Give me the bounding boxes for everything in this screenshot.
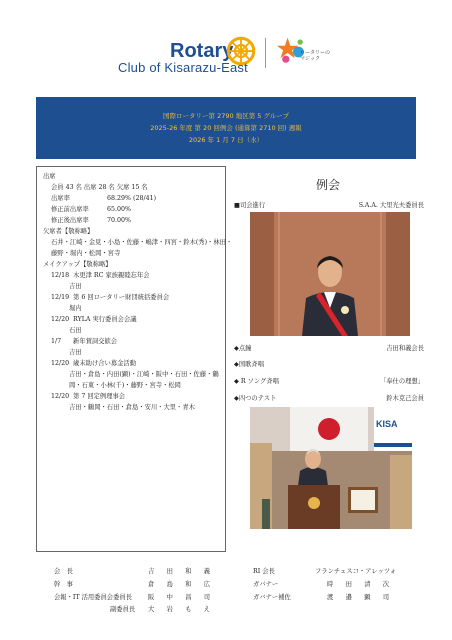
makeup-heading: メイクアップ【敬称略】 bbox=[43, 261, 112, 268]
agenda-item: ◆ R ソング斉唱 「奉仕の理想」 bbox=[234, 378, 424, 385]
makeup-item: 12/20 第 7 回定例理事会 bbox=[51, 393, 126, 400]
club-name: Club of Kisarazu-East bbox=[118, 60, 248, 75]
makeup-names: 吉田 bbox=[69, 283, 82, 290]
footer-secretary: 幹 事 倉 島 和 広 bbox=[54, 581, 214, 588]
banner-issue: 2025-26 年度 第 20 回例会 (通算第 2710 回) 週報 bbox=[150, 124, 302, 132]
footer-vice-chair: 副委員長 大 岩 も え bbox=[110, 606, 214, 613]
issue-banner bbox=[36, 97, 416, 159]
attendance-box bbox=[36, 166, 233, 552]
rotary-wordmark: Rotary bbox=[170, 40, 234, 62]
agenda-item: ◆四つのテスト 鈴木克己会員 bbox=[234, 395, 424, 402]
makeup-names: 岡・石東・小林(千)・藤野・宮寺・松岡 bbox=[69, 382, 181, 389]
makeup-item: 12/18 木更津 RC 家族親睦忘年会 bbox=[51, 272, 150, 279]
agenda-item: ◆国歌斉唱 bbox=[234, 361, 265, 368]
makeup-names: 吉田・倉島・内田(顕)・江崎・阪中・石田・佐藤・鶴 bbox=[69, 371, 219, 378]
makeup-item: 1/7 新年賀詞交歓会 bbox=[51, 338, 118, 345]
makeup-item: 12/20 RYLA 実行委員会会議 bbox=[51, 316, 137, 323]
footer-assistant-governor: ガバナー補佐 渡 邉 顕 司 bbox=[253, 594, 393, 601]
absentees-list: 藤野・堀内・松岡・宮寺 bbox=[51, 250, 121, 257]
agenda-item: ◆点鐘 吉田和義会長 bbox=[234, 345, 424, 352]
absentees-list: 石井・江崎・金見・小島・佐藤・嶋津・四宮・鈴木(秀)・林田・ bbox=[51, 239, 233, 246]
members-count: 会員 43 名 出席 28 名 欠席 15 名 bbox=[51, 184, 148, 191]
footer-ri-president: RI 会長 フランチェスコ・アレッツォ bbox=[253, 568, 397, 575]
makeup-item: 12/20 歳末助け合い募金活動 bbox=[51, 360, 136, 367]
kisa-sign-text: KISA bbox=[376, 419, 398, 429]
footer-newsletter-chair: 会報・IT 活用委員会委員長 阪 中 昌 司 bbox=[54, 594, 214, 601]
chair-line: ■司会進行 S.A.A. 大里光夫委員長 bbox=[234, 202, 424, 209]
makeup-names: 吉田 bbox=[69, 349, 82, 356]
page-header bbox=[0, 0, 452, 92]
header-divider bbox=[265, 38, 266, 68]
meeting-title: 例会 bbox=[315, 178, 340, 192]
banner-date: 2026 年 1 月 7 日（水） bbox=[188, 136, 264, 144]
absentees-heading: 欠席者【敬称略】 bbox=[43, 228, 94, 235]
attendance-rate: 出席率 68.29% (28/41) bbox=[51, 195, 157, 202]
rate-after-correction: 修正後出席率 70.00% bbox=[51, 217, 132, 224]
footer-governor: ガバナー 時 田 清 次 bbox=[253, 581, 393, 588]
speech-photo bbox=[250, 407, 412, 529]
makeup-names: 石田 bbox=[69, 327, 82, 334]
rate-before-correction: 修正前出席率 65.00% bbox=[51, 206, 132, 213]
banner-district: 国際ロータリー第 2790 地区第 5 グループ bbox=[163, 112, 289, 120]
attendance-heading: 出席 bbox=[43, 173, 56, 180]
president-photo bbox=[250, 212, 410, 336]
makeup-names: 堀内 bbox=[69, 305, 82, 312]
makeup-names: 吉田・鶴岡・石田・倉島・安川・大里・青木 bbox=[69, 404, 195, 411]
makeup-item: 12/19 第 6 回ロータリー財団統括委員会 bbox=[51, 294, 170, 301]
magic-logo-text: ロータリーの マジック bbox=[300, 50, 331, 62]
footer-president: 会 長 吉 田 和 義 bbox=[54, 568, 214, 575]
